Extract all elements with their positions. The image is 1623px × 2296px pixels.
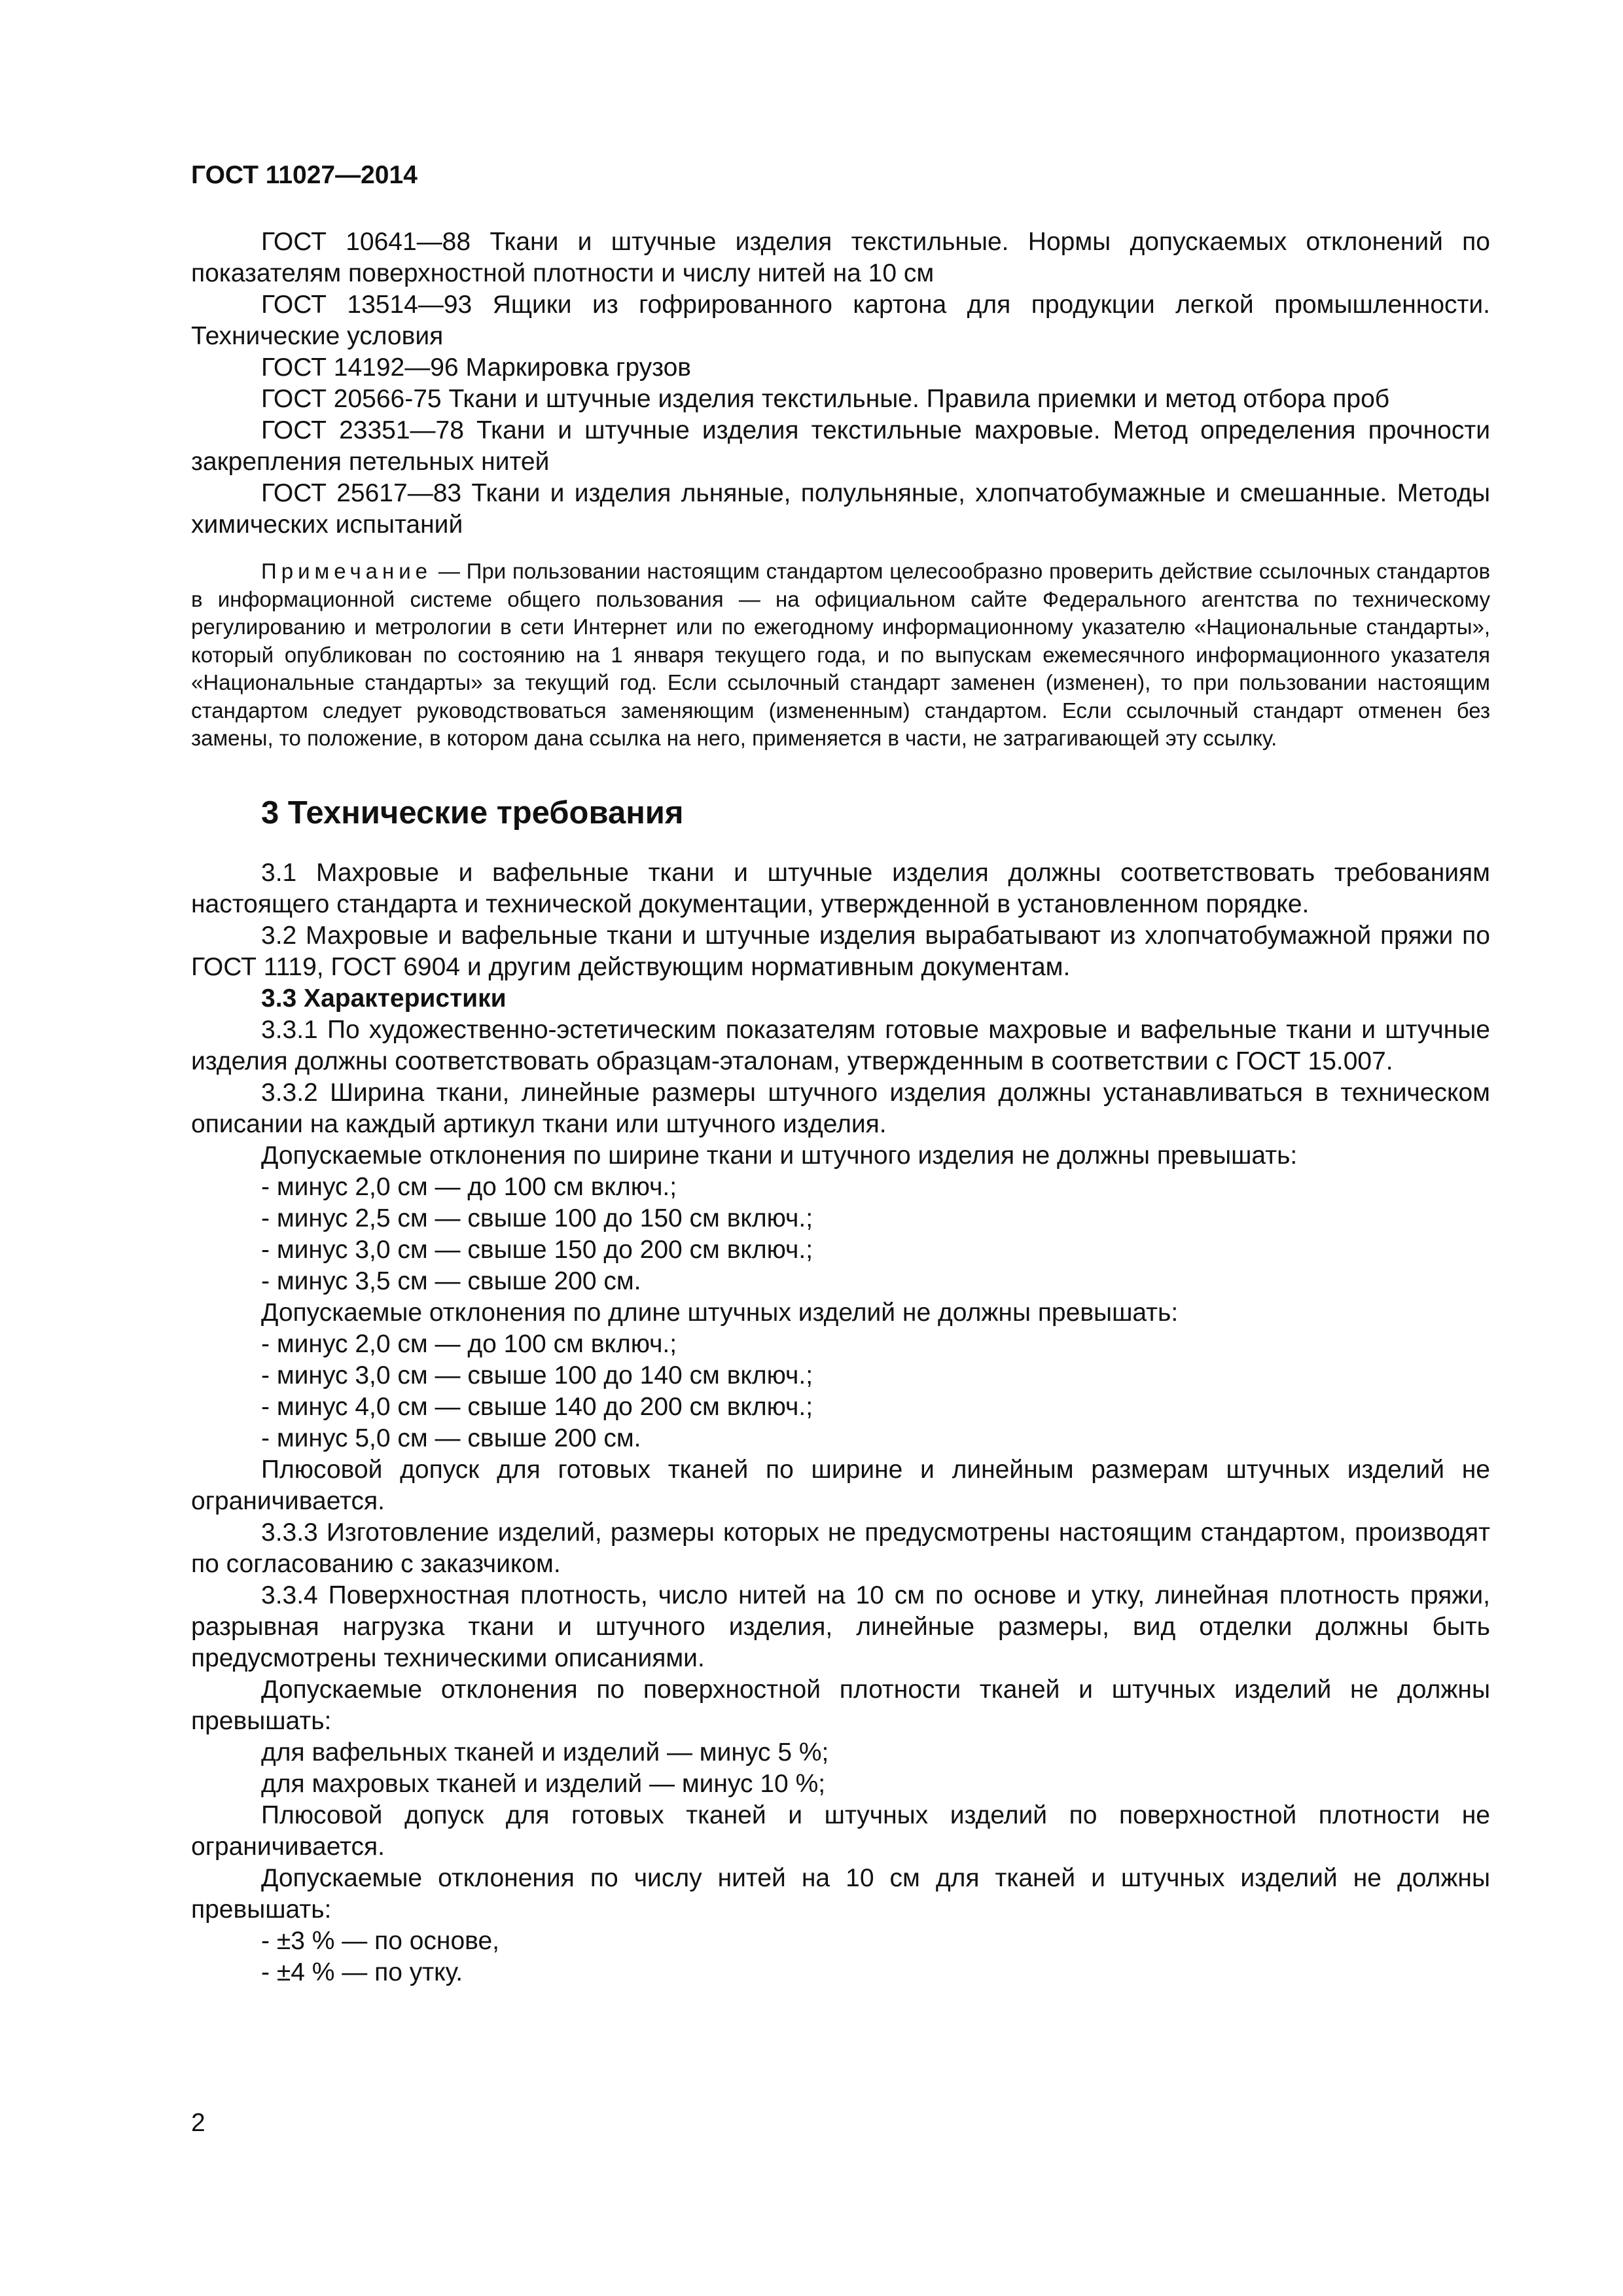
length-tolerance-item: - минус 5,0 см — свыше 200 см. [261,1424,641,1452]
section-3-heading: 3 Технические требования [261,795,684,831]
reference-gost-25617: ГОСТ 25617—83 Ткани и изделия льняные, полульняные, хлопчатобумажные и смешанные. Методы химических испытаний [191,479,1490,539]
clause-3-3-4: 3.3.4 Поверхностная плотность, число нитей на 10 см по основе и утку, линейная плотность пряжи, разрывная нагрузка ткани и штучного изделия, линейные размеры, вид отделки должны быть предусмотрены техническими описаниями. [191,1581,1490,1672]
reference-gost-10641: ГОСТ 10641—88 Ткани и штучные изделия текстильные. Нормы допускаемых отклонений по показателям поверхностной плотности и числу нитей на 10 см [191,228,1490,287]
page-number: 2 [191,2109,205,2137]
reference-note [191,558,1490,753]
reference-gost-14192: ГОСТ 14192—96 Маркировка грузов [261,353,691,382]
clause-3-1: 3.1 Махровые и вафельные ткани и штучные изделия должны соответствовать требованиям настоящего стандарта и технической документации, утвержденной в установленном порядке. [191,858,1490,918]
width-tolerance-item: - минус 3,0 см — свыше 150 до 200 см включ.; [261,1235,813,1264]
threads-tolerance-intro: Допускаемые отклонения по числу нитей на 10 см для тканей и штучных изделий не должны превышать: [191,1863,1490,1924]
reference-gost-23351: ГОСТ 23351—78 Ткани и штучные изделия текстильные махровые. Метод определения прочности закрепления петельных нитей [191,416,1490,476]
reference-gost-20566: ГОСТ 20566-75 Ткани и штучные изделия текстильные. Правила приемки и метод отбора проб [261,385,1390,413]
clause-3-3-heading: 3.3 Характеристики [261,984,507,1013]
width-tolerance-item: - минус 2,0 см — до 100 см включ.; [261,1172,677,1201]
density-tolerance-item: для махровых тканей и изделий — минус 10 %; [261,1769,826,1798]
note-label: Примечание [261,559,433,583]
clause-3-3-2: 3.3.2 Ширина ткани, линейные размеры штучного изделия должны устанавливаться в техническом описании на каждый артикул ткани или штучного изделия. [191,1078,1490,1138]
note-text: — При пользовании настоящим стандартом целесообразно проверить действие ссылочных стандартов в информационной системе общего пользования — на официальном сайте Федерального агентства по техническому регулированию и метрологии в сети Интернет или по ежегодному информационному указателю «Национальные стандарты», который опубликован по состоянию на 1 января текущего года, и по выпускам ежемесячного информационного указателя «Национальные стандарты» за текущий год. Если ссылочный стандарт заменен (изменен), то при пользовании настоящим стандартом следует руководствоваться заменяющим (измененным) стандартом. Если ссылочный стандарт отменен без замены, то положение, в котором дана ссылка на него, применяется в части, не затрагивающей эту ссылку. [191,559,1490,750]
plus-tolerance-note: Плюсовой допуск для готовых тканей по ширине и линейным размерам штучных изделий не ограничивается. [191,1455,1490,1515]
clause-3-2: 3.2 Махровые и вафельные ткани и штучные изделия вырабатывают из хлопчатобумажной пряжи по ГОСТ 1119, ГОСТ 6904 и другим действующим нормативным документам. [191,921,1490,981]
density-plus-note: Плюсовой допуск для готовых тканей и штучных изделий по поверхностной плотности не ограничивается. [191,1801,1490,1861]
density-tolerance-intro: Допускаемые отклонения по поверхностной плотности тканей и штучных изделий не должны превышать: [191,1675,1490,1735]
reference-gost-13514: ГОСТ 13514—93 Ящики из гофрированного картона для продукции легкой промышленности. Технические условия [191,291,1490,350]
threads-tolerance-item: - ±4 % — по утку. [261,1958,463,1986]
length-tolerance-item: - минус 2,0 см — до 100 см включ.; [261,1329,677,1358]
clause-3-3-1: 3.3.1 По художественно-эстетическим показателям готовые махровые и вафельные ткани и штучные изделия должны соответствовать образцам-эталонам, утвержденным в соответствии с ГОСТ 15.007. [191,1015,1490,1075]
width-tolerance-intro: Допускаемые отклонения по ширине ткани и штучного изделия не должны превышать: [261,1141,1298,1170]
length-tolerance-item: - минус 3,0 см — свыше 100 до 140 см включ.; [261,1361,813,1390]
width-tolerance-item: - минус 2,5 см — свыше 100 до 150 см включ.; [261,1204,813,1232]
threads-tolerance-item: - ±3 % — по основе, [261,1926,499,1955]
length-tolerance-intro: Допускаемые отклонения по длине штучных изделий не должны превышать: [261,1298,1179,1327]
width-tolerance-item: - минус 3,5 см — свыше 200 см. [261,1266,641,1295]
clause-3-3-3: 3.3.3 Изготовление изделий, размеры которых не предусмотрены настоящим стандартом, производят по согласованию с заказчиком. [191,1518,1490,1578]
page-body [191,226,1490,1988]
length-tolerance-item: - минус 4,0 см — свыше 140 до 200 см включ.; [261,1392,813,1421]
running-header: ГОСТ 11027—2014 [191,161,418,189]
density-tolerance-item: для вафельных тканей и изделий — минус 5 %; [261,1738,829,1767]
